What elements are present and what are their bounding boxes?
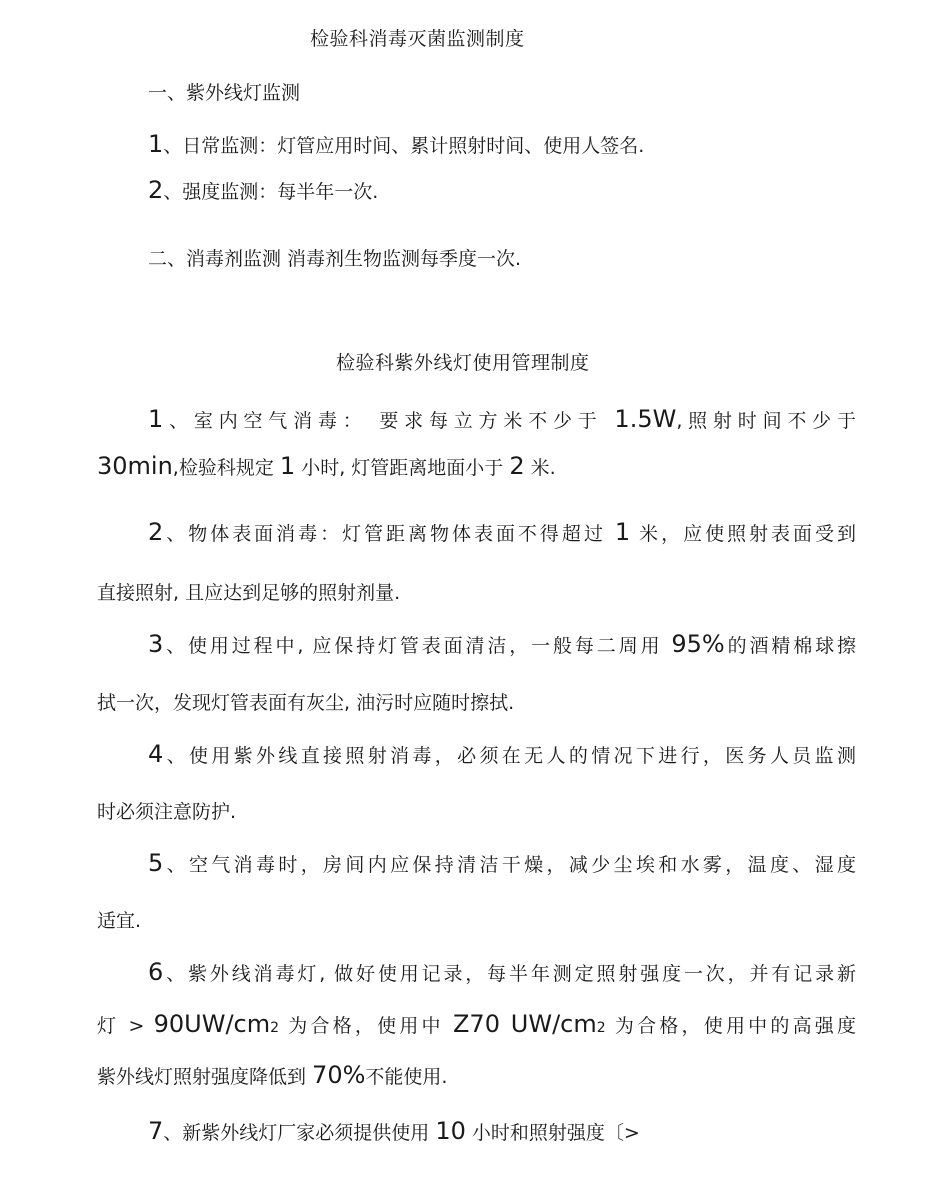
text-run: 灯 > — [97, 1015, 154, 1037]
uv-item-daily-monitoring — [148, 130, 644, 158]
value-run: Z70 UW/cm — [452, 1010, 597, 1038]
paragraph-4-line-1 — [148, 740, 856, 768]
item-number: 4 — [148, 740, 164, 768]
item-text: 、强度监测：每半年一次. — [163, 181, 379, 203]
text-run: 、新紫外线灯厂家必须提供使用 — [163, 1122, 436, 1144]
section-disinfectant-monitoring: 二、消毒剂监测 消毒剂生物监测每季度一次. — [148, 248, 522, 270]
text-run: 、物体表面消毒：灯管距离物体表面不得超过 — [163, 523, 615, 545]
paragraph-6-line-1 — [148, 958, 856, 986]
item-number: 3 — [148, 630, 164, 658]
text-run: 米. — [524, 457, 556, 479]
text-run: 为合格，使用中 — [279, 1015, 453, 1037]
paragraph-5-line-1 — [148, 849, 856, 877]
item-number: 1 — [148, 130, 164, 158]
item-number: 6 — [148, 958, 164, 986]
doc-title-uv-management: 检验科紫外线灯使用管理制度 — [336, 352, 590, 374]
value-run: 30min — [97, 452, 173, 480]
paragraph-7-line-1 — [148, 1117, 640, 1145]
item-number: 5 — [148, 849, 164, 877]
text-run: ,检验科规定 — [172, 457, 280, 479]
text-run: 的酒精棉球擦 — [724, 635, 856, 657]
value-run: 90UW/cm — [153, 1010, 271, 1038]
text-run: 小时, 灯管距离地面小于 — [295, 457, 510, 479]
superscript-run: 2 — [270, 1020, 280, 1036]
text-run: 、使用紫外线直接照射消毒，必须在无人的情况下进行，医务人员监测 — [163, 745, 856, 767]
value-run: 1 — [614, 518, 631, 546]
text-run: 、空气消毒时，房间内应保持清洁干燥，减少尘埃和水雾，温度、湿度 — [163, 854, 856, 876]
paragraph-1-line-1 — [148, 405, 856, 433]
text-run: 紫外线灯照射强度降低到 — [97, 1066, 313, 1088]
paragraph-6-line-3 — [97, 1061, 447, 1089]
text-run: 、室内空气消毒： 要求每立方米不少于 — [163, 410, 615, 432]
doc-title-disinfection: 检验科消毒灭菌监测制度 — [310, 28, 525, 50]
item-number: 2 — [148, 518, 164, 546]
text-run: 、使用过程中, 应保持灯管表面清洁，一般每二周用 — [163, 635, 672, 657]
text-run: ,照射时间不少于 — [676, 410, 856, 432]
paragraph-3-line-2: 拭一次，发现灯管表面有灰尘, 油污时应随时擦拭. — [97, 692, 515, 714]
text-run: 米，应使照射表面受到 — [630, 523, 856, 545]
uv-item-intensity-monitoring — [148, 176, 378, 204]
item-number: 7 — [148, 1117, 164, 1145]
item-text: 、日常监测：灯管应用时间、累计照射时间、使用人签名. — [163, 135, 645, 157]
item-number: 1 — [148, 405, 164, 433]
text-run: 小时和照射强度〔> — [465, 1122, 640, 1144]
item-number: 2 — [148, 176, 164, 204]
paragraph-2-line-2: 直接照射, 且应达到足够的照射剂量. — [97, 582, 401, 604]
paragraph-4-line-2: 时必须注意防护. — [97, 801, 237, 823]
section-heading-uv-monitoring: 一、紫外线灯监测 — [148, 82, 301, 104]
text-run: 不能使用. — [365, 1066, 448, 1088]
value-run: 10 — [435, 1117, 466, 1145]
text-run: 为合格，使用中的高强度 — [605, 1015, 856, 1037]
text-run: 、紫外线消毒灯, 做好使用记录，每半年测定照射强度一次，并有记录新 — [163, 963, 856, 985]
paragraph-2-line-1 — [148, 518, 856, 546]
value-run: 95% — [671, 630, 725, 658]
superscript-run: 2 — [596, 1020, 606, 1036]
value-run: 1 — [279, 452, 296, 480]
paragraph-6-line-2 — [97, 1010, 856, 1038]
value-run: 2 — [509, 452, 525, 480]
value-run: 70% — [312, 1061, 366, 1089]
paragraph-3-line-1 — [148, 630, 856, 658]
paragraph-1-line-2 — [97, 452, 556, 480]
paragraph-5-line-2: 适宜. — [97, 910, 142, 932]
value-run: 1.5W — [614, 405, 677, 433]
